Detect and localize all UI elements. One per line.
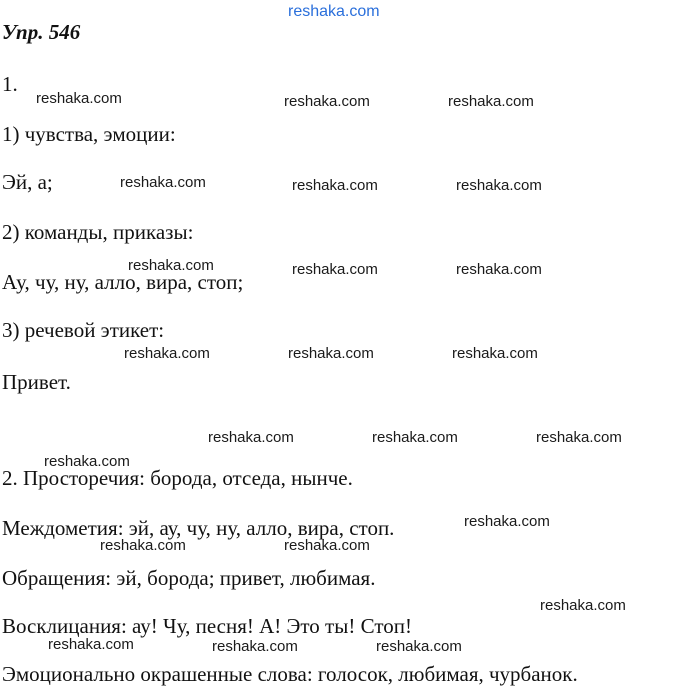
watermark: reshaka.com [208,429,294,446]
watermark: reshaka.com [128,257,214,274]
watermark: reshaka.com [212,638,298,655]
category3-label: 3) речевой этикет: [2,318,165,342]
watermark: reshaka.com [120,174,206,191]
watermark: reshaka.com [464,513,550,530]
watermark: reshaka.com [292,177,378,194]
watermark: reshaka.com [48,636,134,653]
watermark: reshaka.com [456,177,542,194]
category2-label: 2) команды, приказы: [2,220,194,244]
watermark: reshaka.com [288,345,374,362]
category2-items: Ау, чу, ну, алло, вира, стоп; [2,270,244,294]
watermark: reshaka.com [456,261,542,278]
part1-number: 1. [2,72,18,96]
watermark: reshaka.com [540,597,626,614]
category1-label: 1) чувства, эмоции: [2,122,176,146]
interjections-line: Междометия: эй, ау, чу, ну, алло, вира, стоп. [2,516,395,540]
watermark: reshaka.com [44,453,130,470]
category1-items: Эй, а; [2,170,53,194]
watermark: reshaka.com [100,537,186,554]
watermark: reshaka.com [452,345,538,362]
top-watermark: reshaka.com [288,3,380,20]
exclamations-line: Восклицания: ау! Чу, песня! А! Это ты! Стоп! [2,614,412,638]
watermark: reshaka.com [372,429,458,446]
watermark: reshaka.com [284,93,370,110]
category3-items: Привет. [2,370,71,394]
emotional-words-line: Эмоционально окрашенные слова: голосок, любимая, чурбанок. [2,662,578,686]
watermark: reshaka.com [376,638,462,655]
exercise-title: Упр. 546 [2,20,81,44]
colloquialisms-line: 2. Просторечия: борода, отседа, нынче. [2,466,353,490]
watermark: reshaka.com [292,261,378,278]
watermark: reshaka.com [124,345,210,362]
watermark: reshaka.com [448,93,534,110]
addresses-line: Обращения: эй, борода; привет, любимая. [2,566,376,590]
watermark: reshaka.com [284,537,370,554]
watermark: reshaka.com [36,90,122,107]
watermark: reshaka.com [536,429,622,446]
